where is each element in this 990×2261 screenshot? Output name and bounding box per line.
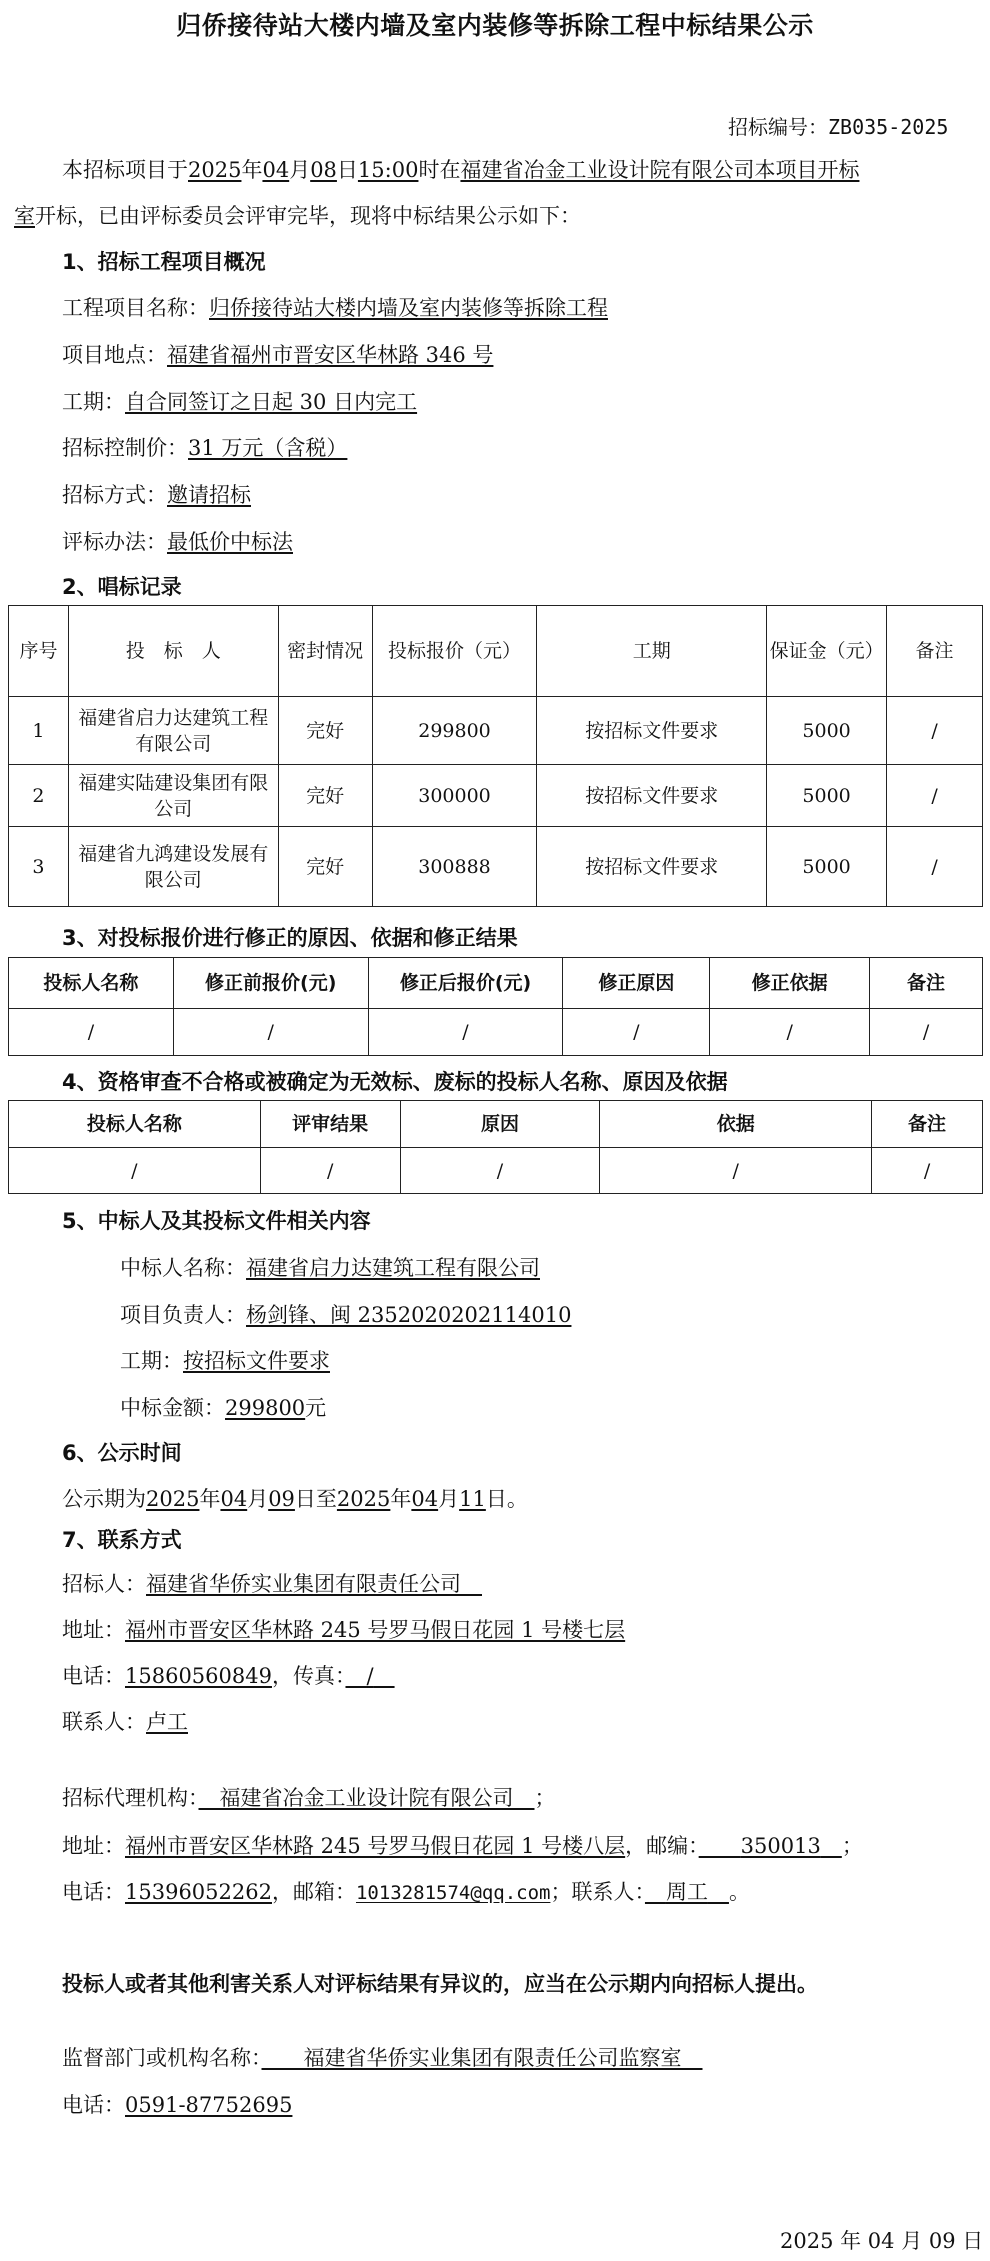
cell: 1 xyxy=(9,697,69,765)
table-row xyxy=(9,1148,983,1194)
cell: 300000 xyxy=(372,765,537,827)
cell: 按招标文件要求 xyxy=(537,765,767,827)
col-header: 投 标 人 xyxy=(68,606,278,697)
cell: 5000 xyxy=(767,827,887,907)
table-row xyxy=(9,697,983,765)
col-header: 原因 xyxy=(400,1101,600,1148)
section-6-heading: 6、公示时间 xyxy=(62,1441,182,1465)
objection-notice: 投标人或者其他利害关系人对评标结果有异议的，应当在公示期内向招标人提出。 xyxy=(62,1972,818,1996)
cell: / xyxy=(173,1009,368,1056)
winner-period: 工期：按招标文件要求 xyxy=(120,1349,330,1373)
col-header: 依据 xyxy=(600,1101,872,1148)
section-1-heading: 1、招标工程项目概况 xyxy=(62,250,266,274)
project-location: 项目地点：福建省福州市晋安区华林路 346 号 xyxy=(62,343,494,367)
supervisor-phone: 电话：0591-87752695 xyxy=(62,2093,293,2117)
cell: 5000 xyxy=(767,765,887,827)
bid-number: 招标编号：ZB035-2025 xyxy=(728,115,949,139)
agency-contact: 电话：15396052262，邮箱：1013281574@qq.com；联系人： 周工 。 xyxy=(62,1880,750,1904)
cell: / xyxy=(887,765,983,827)
cell: / xyxy=(9,1009,174,1056)
publish-date: 2025 年 04 月 09 日 xyxy=(780,2229,984,2253)
col-header: 修正前报价(元) xyxy=(173,958,368,1009)
col-header: 备注 xyxy=(870,958,983,1009)
page-title: 归侨接待站大楼内墙及室内装修等拆除工程中标结果公示 xyxy=(176,11,814,40)
cell: 福建省启力达建筑工程有限公司 xyxy=(68,697,278,765)
cell: 299800 xyxy=(372,697,537,765)
supervisor: 监督部门或机构名称： 福建省华侨实业集团有限责任公司监察室 xyxy=(62,2046,682,2070)
cell: / xyxy=(9,1148,261,1194)
col-header: 投标人名称 xyxy=(9,1101,261,1148)
cell: / xyxy=(872,1148,983,1194)
bid-record-table xyxy=(8,605,983,907)
col-header: 备注 xyxy=(887,606,983,697)
cell: 按招标文件要求 xyxy=(537,827,767,907)
cell: / xyxy=(563,1009,710,1056)
cell: / xyxy=(400,1148,600,1194)
cell: / xyxy=(600,1148,872,1194)
col-header: 评审结果 xyxy=(260,1101,400,1148)
cell: 福建实陆建设集团有限公司 xyxy=(68,765,278,827)
col-header: 修正原因 xyxy=(563,958,710,1009)
col-header: 投标人名称 xyxy=(9,958,174,1009)
cell: / xyxy=(710,1009,870,1056)
cell: 完好 xyxy=(278,827,372,907)
table-header-row xyxy=(9,606,983,697)
section-2-heading: 2、唱标记录 xyxy=(62,575,182,599)
table-header-row xyxy=(9,958,983,1009)
disqualified-table xyxy=(8,1100,983,1194)
col-header: 工期 xyxy=(537,606,767,697)
col-header: 修正依据 xyxy=(710,958,870,1009)
col-header: 修正后报价(元) xyxy=(368,958,563,1009)
table-row xyxy=(9,827,983,907)
cell: 300888 xyxy=(372,827,537,907)
table-row xyxy=(9,1009,983,1056)
intro-line-1: 本招标项目于2025年04月08日15:00时在福建省冶金工业设计院有限公司本项目开标 xyxy=(62,158,860,182)
cell: 2 xyxy=(9,765,69,827)
winner-name: 中标人名称：福建省启力达建筑工程有限公司 xyxy=(120,1256,540,1280)
cell: / xyxy=(870,1009,983,1056)
agency-address: 地址：福州市晋安区华林路 245 号罗马假日花园 1 号楼八层，邮编： 350013 ； xyxy=(62,1834,863,1858)
section-5-heading: 5、中标人及其投标文件相关内容 xyxy=(62,1209,371,1233)
tenderer-address: 地址：福州市晋安区华林路 245 号罗马假日花园 1 号楼七层 xyxy=(62,1618,626,1642)
control-price: 招标控制价：31 万元（含税） xyxy=(62,436,348,460)
agency: 招标代理机构： 福建省冶金工业设计院有限公司 ； xyxy=(62,1786,556,1810)
winning-amount: 中标金额：299800元 xyxy=(120,1396,327,1420)
price-correction-table xyxy=(8,957,983,1056)
bid-method: 招标方式：邀请招标 xyxy=(62,483,251,507)
project-name: 工程项目名称：归侨接待站大楼内墙及室内装修等拆除工程 xyxy=(62,296,608,320)
cell: 5000 xyxy=(767,697,887,765)
cell: / xyxy=(368,1009,563,1056)
cell: 完好 xyxy=(278,697,372,765)
intro-line-2: 室开标，已由评标委员会评审完毕，现将中标结果公示如下： xyxy=(14,204,581,228)
cell: 按招标文件要求 xyxy=(537,697,767,765)
eval-method: 评标办法：最低价中标法 xyxy=(62,530,293,554)
col-header: 投标报价（元） xyxy=(372,606,537,697)
section-3-heading: 3、对投标报价进行修正的原因、依据和修正结果 xyxy=(62,926,518,950)
cell: / xyxy=(887,827,983,907)
cell: / xyxy=(887,697,983,765)
project-period: 工期：自合同签订之日起 30 日内完工 xyxy=(62,390,418,414)
cell: 3 xyxy=(9,827,69,907)
section-7-heading: 7、联系方式 xyxy=(62,1528,182,1552)
col-header: 序号 xyxy=(9,606,69,697)
cell: 完好 xyxy=(278,765,372,827)
col-header: 保证金（元） xyxy=(767,606,887,697)
tenderer: 招标人：福建省华侨实业集团有限责任公司 xyxy=(62,1572,461,1596)
col-header: 备注 xyxy=(872,1101,983,1148)
project-manager: 项目负责人：杨剑锋、闽 2352020202114010 xyxy=(120,1303,572,1327)
cell: / xyxy=(260,1148,400,1194)
table-row xyxy=(9,765,983,827)
col-header: 密封情况 xyxy=(278,606,372,697)
table-header-row xyxy=(9,1101,983,1148)
publicity-period: 公示期为2025年04月09日至2025年04月11日。 xyxy=(62,1487,528,1511)
tenderer-contact: 联系人：卢工 xyxy=(62,1710,188,1734)
cell: 福建省九鸿建设发展有限公司 xyxy=(68,827,278,907)
tenderer-phone: 电话：15860560849，传真： / xyxy=(62,1664,374,1688)
section-4-heading: 4、资格审查不合格或被确定为无效标、废标的投标人名称、原因及依据 xyxy=(62,1070,728,1094)
